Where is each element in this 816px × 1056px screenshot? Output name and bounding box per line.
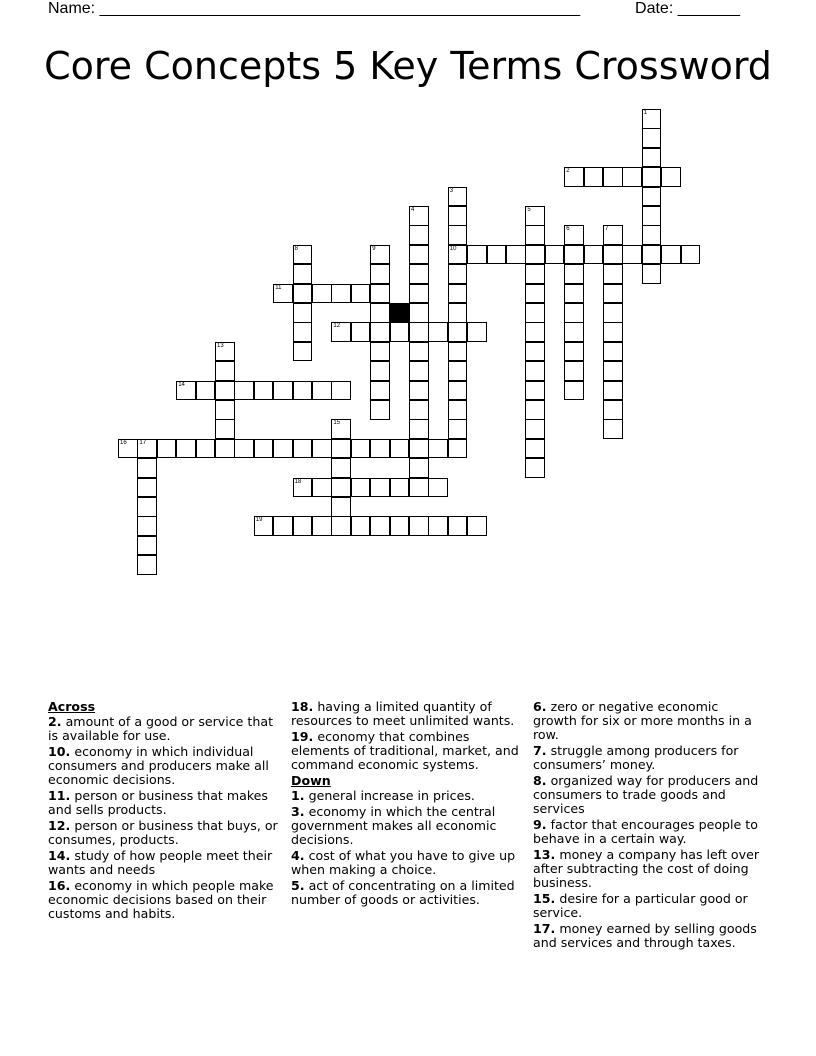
grid-cell[interactable] — [312, 478, 332, 498]
grid-cell[interactable] — [487, 245, 507, 265]
clue-down-1: 1. general increase in prices. — [291, 788, 475, 803]
clue-number: 6 — [566, 226, 570, 233]
grid-cell[interactable] — [603, 361, 623, 381]
clue-number: 14 — [178, 381, 185, 388]
grid-cell[interactable] — [642, 245, 662, 265]
grid-cell[interactable] — [525, 264, 545, 284]
grid-cell[interactable] — [448, 264, 468, 284]
grid-cell[interactable] — [564, 322, 584, 342]
grid-cell[interactable] — [137, 478, 157, 498]
clue-number: 16 — [120, 439, 127, 446]
grid-cell[interactable] — [448, 284, 468, 304]
grid-cell[interactable] — [642, 206, 662, 226]
grid-cell[interactable] — [176, 439, 196, 459]
clue-number: 13 — [217, 342, 224, 349]
down-heading: Down — [291, 773, 331, 788]
grid-cell[interactable] — [215, 342, 235, 362]
grid-cell[interactable] — [603, 400, 623, 420]
clue-number: 17 — [139, 439, 147, 446]
clue-number: 19 — [255, 517, 263, 524]
grid-cell[interactable] — [293, 516, 313, 536]
grid-cell[interactable] — [564, 264, 584, 284]
grid-cell[interactable] — [331, 516, 351, 536]
clue-number: 7 — [605, 226, 609, 233]
page-title: Core Concepts 5 Key Terms Crossword — [44, 44, 772, 88]
grid-cell[interactable] — [293, 439, 313, 459]
grid-cell[interactable] — [448, 400, 468, 420]
grid-cell[interactable] — [525, 342, 545, 362]
grid-cell[interactable] — [603, 303, 623, 323]
grid-cell[interactable] — [642, 187, 662, 207]
grid-cell[interactable] — [331, 478, 351, 498]
grid-cell[interactable] — [525, 439, 545, 459]
grid-cell[interactable] — [215, 400, 235, 420]
grid-cell[interactable] — [564, 342, 584, 362]
grid-cell[interactable] — [525, 303, 545, 323]
grid-cell[interactable] — [409, 478, 429, 498]
clue-number: 15 — [333, 420, 341, 427]
grid-cell[interactable] — [351, 284, 371, 304]
grid-cell[interactable] — [118, 439, 138, 459]
grid-cell[interactable] — [215, 419, 235, 439]
grid-cell[interactable] — [137, 536, 157, 556]
grid-cell[interactable] — [312, 381, 332, 401]
grid-cell[interactable] — [525, 381, 545, 401]
grid-cell[interactable] — [564, 361, 584, 381]
grid-cell[interactable] — [409, 361, 429, 381]
grid-cell[interactable] — [603, 342, 623, 362]
grid-cell[interactable] — [525, 322, 545, 342]
grid-cell[interactable] — [448, 381, 468, 401]
grid-cell[interactable] — [370, 439, 390, 459]
grid-cell[interactable] — [293, 322, 313, 342]
clue-down-5: 5. act of concentrating on a limited number of goods or activities. — [291, 878, 515, 907]
grid-cell[interactable] — [331, 419, 351, 439]
grid-cell[interactable] — [661, 167, 681, 187]
clue-number: 3 — [449, 187, 454, 194]
grid-cell[interactable] — [409, 400, 429, 420]
grid-cell[interactable] — [137, 555, 157, 575]
grid-cell[interactable] — [448, 361, 468, 381]
clue-down-7: 7. struggle among producers for consumers’ money. — [533, 743, 739, 772]
grid-cell[interactable] — [273, 516, 293, 536]
grid-cell[interactable] — [467, 516, 487, 536]
grid-cell[interactable] — [603, 419, 623, 439]
grid-cell[interactable] — [370, 264, 390, 284]
grid-cell[interactable] — [293, 342, 313, 362]
grid-cell[interactable] — [448, 245, 468, 265]
grid-cell[interactable] — [525, 225, 545, 245]
name-field[interactable]: Name: ______________________________________________________ — [48, 0, 581, 17]
grid-cell[interactable] — [564, 167, 584, 187]
grid-cell[interactable] — [409, 381, 429, 401]
clue-number: 4 — [411, 207, 415, 213]
clue-down-8: 8. organized way for producers and consumers to trade goods and services — [533, 773, 759, 816]
grid-cell[interactable] — [467, 245, 487, 265]
grid-cell[interactable] — [312, 439, 332, 459]
grid-cell[interactable] — [273, 439, 293, 459]
grid-cell[interactable] — [331, 458, 351, 478]
grid-cell[interactable] — [525, 284, 545, 304]
clue-down-13: 13. money a company has left over after subtracting the cost of doing business. — [533, 847, 760, 890]
grid-cell[interactable] — [622, 167, 642, 187]
grid-cell[interactable] — [428, 516, 448, 536]
grid-cell[interactable] — [428, 478, 448, 498]
grid-cell[interactable] — [467, 322, 487, 342]
grid-cell[interactable] — [254, 439, 274, 459]
grid-cell[interactable] — [584, 245, 604, 265]
clues-column-2 — [291, 700, 523, 909]
clue-across-18: 18. having a limited quantity of resources to meet unlimited wants. — [291, 699, 515, 728]
grid-cell[interactable] — [370, 381, 390, 401]
grid-cell[interactable] — [428, 322, 448, 342]
grid-cell[interactable] — [137, 458, 157, 478]
grid-cell[interactable] — [584, 167, 604, 187]
grid-cell[interactable] — [293, 245, 313, 265]
grid-cell[interactable] — [448, 225, 468, 245]
grid-cell[interactable] — [273, 381, 293, 401]
grid-cell[interactable] — [506, 245, 526, 265]
clue-down-9: 9. factor that encourages people to behave in a certain way. — [533, 817, 758, 846]
grid-cell[interactable] — [642, 167, 662, 187]
clue-across-12: 12. person or business that buys, or consumes, products. — [48, 818, 278, 847]
grid-cell[interactable] — [234, 439, 254, 459]
grid-cell[interactable] — [351, 322, 371, 342]
grid-cell[interactable] — [622, 245, 642, 265]
grid-cell[interactable] — [603, 245, 623, 265]
grid-cell[interactable] — [448, 516, 468, 536]
grid-cell[interactable] — [331, 381, 351, 401]
grid-cell[interactable] — [409, 342, 429, 362]
grid-cell[interactable] — [390, 478, 410, 498]
grid-cell[interactable] — [448, 419, 468, 439]
clue-number: 5 — [527, 207, 531, 213]
grid-cell[interactable] — [196, 381, 216, 401]
grid-cell[interactable] — [390, 516, 410, 536]
grid-cell[interactable] — [564, 303, 584, 323]
grid-cell[interactable] — [448, 187, 468, 207]
grid-cell[interactable] — [409, 225, 429, 245]
grid-cell[interactable] — [642, 148, 662, 168]
grid-cell[interactable] — [409, 439, 429, 459]
grid-cell[interactable] — [409, 458, 429, 478]
grid-cell[interactable] — [370, 400, 390, 420]
grid-cell[interactable] — [370, 303, 390, 323]
grid-cell[interactable] — [448, 342, 468, 362]
clue-down-4: 4. cost of what you have to give up when making a choice. — [291, 848, 516, 877]
grid-cell[interactable] — [370, 516, 390, 536]
clues-column-1 — [48, 700, 280, 923]
across-heading: Across — [48, 699, 96, 714]
grid-cell[interactable] — [370, 478, 390, 498]
grid-cell[interactable] — [525, 361, 545, 381]
clue-number: 10 — [449, 245, 457, 252]
grid-cell[interactable] — [564, 225, 584, 245]
grid-cell[interactable] — [254, 381, 274, 401]
grid-cell[interactable] — [642, 109, 662, 129]
clue-down-3: 3. economy in which the central government makes all economic decisions. — [291, 804, 497, 847]
grid-cell[interactable] — [603, 264, 623, 284]
grid-cell[interactable] — [196, 439, 216, 459]
grid-cell[interactable] — [661, 245, 681, 265]
grid-cell[interactable] — [215, 381, 235, 401]
grid-cell[interactable] — [448, 439, 468, 459]
grid-cell[interactable] — [525, 419, 545, 439]
grid-cell[interactable] — [176, 381, 196, 401]
grid-cell[interactable] — [390, 439, 410, 459]
clue-number: 1 — [643, 110, 648, 116]
grid-cell[interactable] — [293, 284, 313, 304]
grid-cell[interactable] — [157, 439, 177, 459]
grid-cell[interactable] — [331, 284, 351, 304]
clue-number: 8 — [294, 245, 298, 252]
grid-cell[interactable] — [370, 361, 390, 381]
grid-cell[interactable] — [428, 439, 448, 459]
grid-cell[interactable] — [564, 284, 584, 304]
grid-cell[interactable] — [409, 303, 429, 323]
grid-cell[interactable] — [409, 322, 429, 342]
grid-cell[interactable] — [642, 128, 662, 148]
grid-cell[interactable] — [312, 284, 332, 304]
grid-cell[interactable] — [681, 245, 701, 265]
grid-cell[interactable] — [525, 400, 545, 420]
grid-cell[interactable] — [351, 439, 371, 459]
grid-cell[interactable] — [215, 361, 235, 381]
grid-cell[interactable] — [370, 322, 390, 342]
grid-cell[interactable] — [564, 245, 584, 265]
grid-cell[interactable] — [525, 458, 545, 478]
clue-across-10: 10. economy in which individual consumers and producers make all economic decisions. — [48, 744, 269, 787]
black-cell — [390, 303, 410, 323]
clue-across-14: 14. study of how people meet their wants and needs — [48, 848, 273, 877]
grid-cell[interactable] — [312, 516, 332, 536]
grid-cell[interactable] — [293, 381, 313, 401]
grid-cell[interactable] — [409, 419, 429, 439]
clue-down-15: 15. desire for a particular good or service. — [533, 891, 748, 920]
grid-cell[interactable] — [293, 478, 313, 498]
clue-down-17: 17. money earned by selling goods and services and through taxes. — [533, 921, 757, 950]
grid-cell[interactable] — [234, 381, 254, 401]
grid-cell[interactable] — [603, 284, 623, 304]
clue-number: 12 — [333, 323, 341, 330]
grid-cell[interactable] — [448, 303, 468, 323]
grid-cell[interactable] — [351, 516, 371, 536]
clue-across-16: 16. economy in which people make economic decisions based on their customs and habits. — [48, 878, 274, 921]
clue-across-11: 11. person or business that makes and sells products. — [48, 788, 268, 817]
grid-cell[interactable] — [273, 284, 293, 304]
grid-cell[interactable] — [370, 245, 390, 265]
grid-cell[interactable] — [564, 381, 584, 401]
clue-number: 18 — [294, 478, 302, 485]
grid-cell[interactable] — [448, 206, 468, 226]
grid-cell[interactable] — [390, 322, 410, 342]
grid-cell[interactable] — [603, 322, 623, 342]
grid-cell[interactable] — [409, 284, 429, 304]
grid-cell[interactable] — [293, 303, 313, 323]
clue-number: 11 — [275, 284, 282, 291]
grid-cell[interactable] — [137, 497, 157, 517]
grid-cell[interactable] — [409, 264, 429, 284]
clue-across-2: 2. amount of a good or service that is available for use. — [48, 714, 274, 743]
grid-cell[interactable] — [331, 497, 351, 517]
grid-cell[interactable] — [545, 245, 565, 265]
grid-cell[interactable] — [137, 516, 157, 536]
clues-column-3 — [533, 700, 765, 952]
grid-cell[interactable] — [448, 322, 468, 342]
grid-cell[interactable] — [409, 245, 429, 265]
grid-cell[interactable] — [215, 439, 235, 459]
grid-cell[interactable] — [642, 225, 662, 245]
grid-cell[interactable] — [331, 322, 351, 342]
grid-cell[interactable] — [409, 516, 429, 536]
clue-number: 9 — [372, 245, 376, 252]
grid-cell[interactable] — [370, 342, 390, 362]
grid-cell[interactable] — [525, 245, 545, 265]
grid-cell[interactable] — [642, 264, 662, 284]
grid-cell[interactable] — [331, 439, 351, 459]
grid-cell[interactable] — [293, 264, 313, 284]
grid-cell[interactable] — [525, 206, 545, 226]
date-field[interactable]: Date: _______ — [635, 0, 740, 17]
grid-cell[interactable] — [370, 284, 390, 304]
grid-cell[interactable] — [409, 206, 429, 226]
clue-across-19: 19. economy that combines elements of traditional, market, and command economic systems. — [291, 729, 519, 772]
grid-cell[interactable] — [351, 478, 371, 498]
grid-cell[interactable] — [603, 225, 623, 245]
grid-cell[interactable] — [137, 439, 157, 459]
clue-down-6: 6. zero or negative economic growth for six or more months in a row. — [533, 699, 752, 742]
grid-cell[interactable] — [254, 516, 274, 536]
clue-number: 2 — [566, 168, 570, 175]
grid-cell[interactable] — [603, 167, 623, 187]
grid-cell[interactable] — [603, 381, 623, 401]
